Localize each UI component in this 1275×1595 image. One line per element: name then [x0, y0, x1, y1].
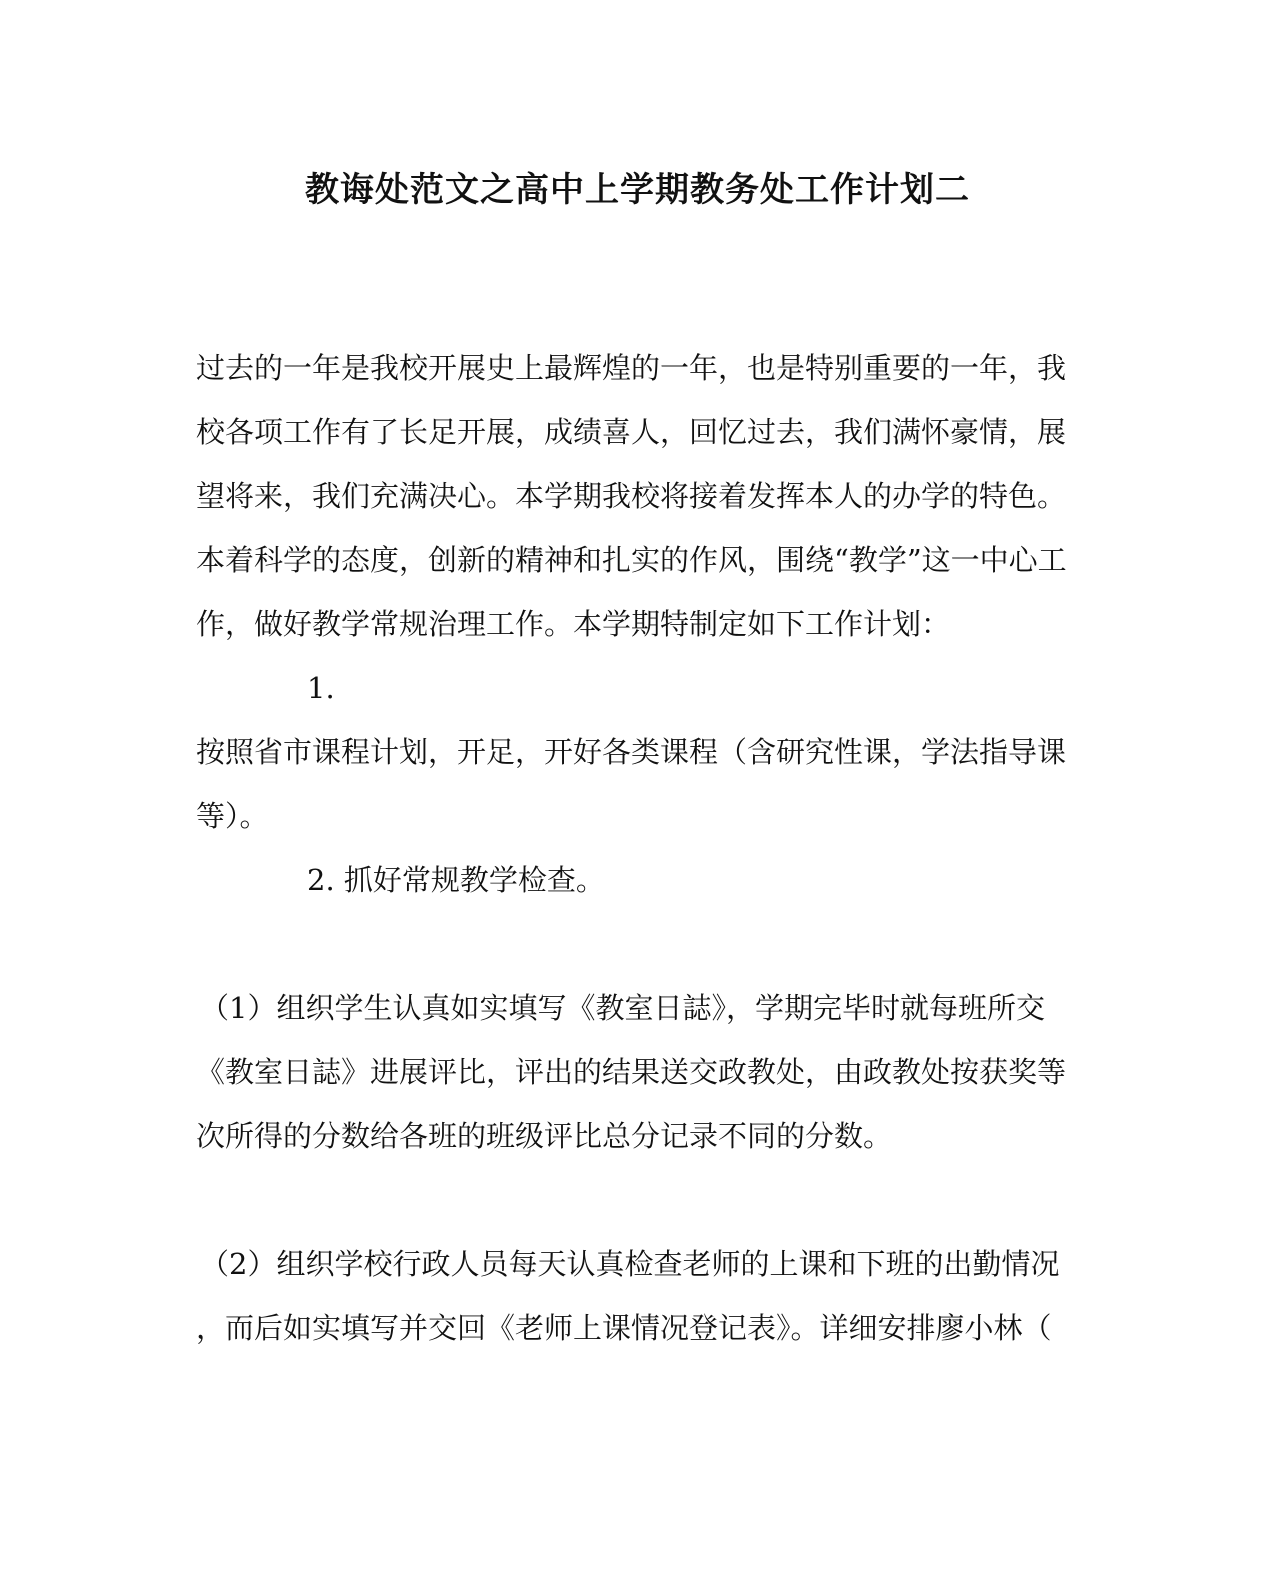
- list-item-heading: 2. 抓好常规教学检查。: [307, 863, 605, 897]
- body-line: 过去的一年是我校开展史上最辉煌的一年，也是特别重要的一年，我: [196, 351, 1067, 385]
- sub-item-line: 《教室日誌》进展评比，评出的结果送交政教处，由政教处按获奖等: [196, 1055, 1067, 1089]
- body-line: 按照省市课程计划，开足，开好各类课程（含研究性课，学法指导课: [196, 735, 1067, 769]
- sub-item-line: ，而后如实填写并交回《老师上课情况登记表》。详细安排廖小林（: [196, 1311, 1052, 1345]
- document-title: 教诲处范文之高中上学期教务处工作计划二: [305, 170, 970, 210]
- body-line: 本着科学的态度，创新的精神和扎实的作风，围绕“教学”这一中心工: [196, 543, 1067, 577]
- sub-item-line: 次所得的分数给各班的班级评比总分记录不同的分数。: [196, 1119, 893, 1153]
- list-item-number: 1.: [307, 671, 335, 705]
- sub-item-line: （2）组织学校行政人员每天认真检查老师的上课和下班的出勤情况: [200, 1247, 1060, 1281]
- sub-item-line: （1）组织学生认真如实填写《教室日誌》，学期完毕时就每班所交: [200, 991, 1045, 1025]
- body-line: 校各项工作有了长足开展，成绩喜人，回忆过去，我们满怀豪情，展: [196, 415, 1067, 449]
- body-line: 作，做好教学常规治理工作。本学期特制定如下工作计划：: [196, 607, 951, 641]
- body-line: 等）。: [196, 799, 269, 833]
- body-line: 望将来，我们充满决心。本学期我校将接着发挥本人的办学的特色。: [196, 479, 1067, 513]
